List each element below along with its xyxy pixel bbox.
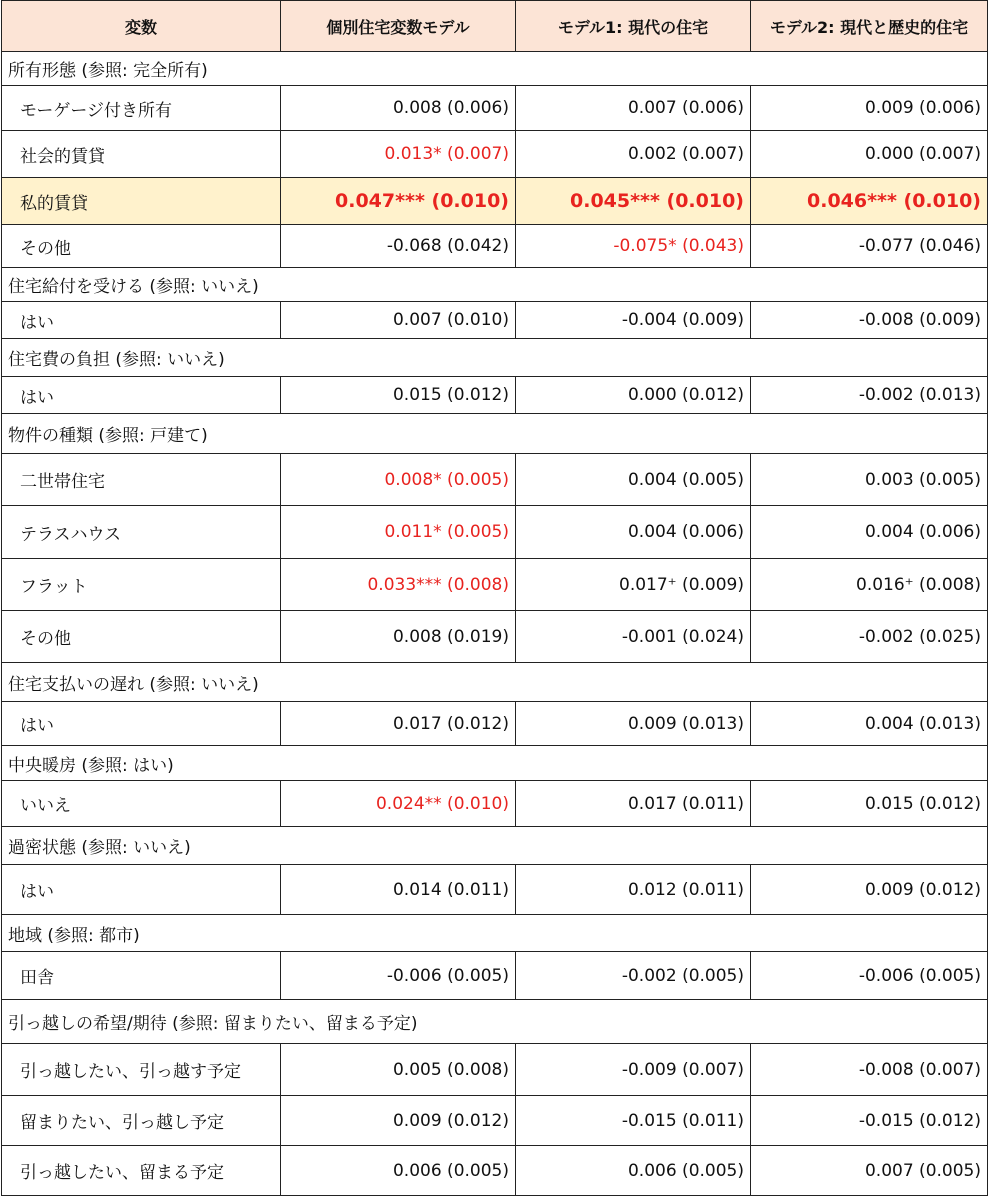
group-label: 過密状態 (参照: いいえ) <box>2 827 988 865</box>
cell-individual: 0.008 (0.006) <box>281 86 516 131</box>
table-row <box>2 86 988 131</box>
cell-model-2: 0.007 (0.005) <box>751 1146 988 1196</box>
cell-model-2: 0.016⁺ (0.008) <box>751 559 988 611</box>
table-row <box>2 225 988 268</box>
group-label: 地域 (参照: 都市) <box>2 915 988 952</box>
row-label: はい <box>2 865 281 915</box>
cell-individual: 0.014 (0.011) <box>281 865 516 915</box>
cell-model-1: -0.015 (0.011) <box>516 1096 751 1146</box>
table-row <box>2 454 988 506</box>
table-row <box>2 377 988 414</box>
cell-model-2: 0.009 (0.012) <box>751 865 988 915</box>
table-row-highlighted <box>2 178 988 225</box>
cell-model-2: 0.003 (0.005) <box>751 454 988 506</box>
cell-model-2: 0.046*** (0.010) <box>751 178 988 225</box>
cell-individual: 0.017 (0.012) <box>281 702 516 746</box>
header-model-1: モデル1: 現代の住宅 <box>516 1 751 52</box>
group-row <box>2 268 988 302</box>
row-label: 留まりたい、引っ越し予定 <box>2 1096 281 1146</box>
cell-model-1: 0.004 (0.006) <box>516 506 751 559</box>
header-model-2: モデル2: 現代と歴史的住宅 <box>751 1 988 52</box>
row-label: はい <box>2 302 281 339</box>
table-row <box>2 865 988 915</box>
table-row <box>2 559 988 611</box>
cell-model-1: -0.004 (0.009) <box>516 302 751 339</box>
cell-model-2: -0.015 (0.012) <box>751 1096 988 1146</box>
row-label: 二世帯住宅 <box>2 454 281 506</box>
table-row <box>2 611 988 663</box>
group-label: 住宅給付を受ける (参照: いいえ) <box>2 268 988 302</box>
group-label: 所有形態 (参照: 完全所有) <box>2 52 988 86</box>
cell-model-1: -0.075* (0.043) <box>516 225 751 268</box>
cell-model-2: 0.009 (0.006) <box>751 86 988 131</box>
table-row <box>2 952 988 1000</box>
table-row <box>2 131 988 178</box>
cell-individual: 0.008* (0.005) <box>281 454 516 506</box>
row-label: テラスハウス <box>2 506 281 559</box>
cell-model-2: -0.077 (0.046) <box>751 225 988 268</box>
cell-model-1: 0.002 (0.007) <box>516 131 751 178</box>
cell-individual: 0.013* (0.007) <box>281 131 516 178</box>
cell-model-1: 0.009 (0.013) <box>516 702 751 746</box>
cell-model-1: 0.017⁺ (0.009) <box>516 559 751 611</box>
row-label: モーゲージ付き所有 <box>2 86 281 131</box>
cell-individual: 0.015 (0.012) <box>281 377 516 414</box>
table-row <box>2 302 988 339</box>
cell-model-1: -0.002 (0.005) <box>516 952 751 1000</box>
cell-model-2: -0.002 (0.013) <box>751 377 988 414</box>
table-row <box>2 1146 988 1196</box>
cell-model-2: -0.006 (0.005) <box>751 952 988 1000</box>
group-row <box>2 339 988 377</box>
row-label: 引っ越したい、引っ越す予定 <box>2 1044 281 1096</box>
row-label: 引っ越したい、留まる予定 <box>2 1146 281 1196</box>
cell-model-2: -0.002 (0.025) <box>751 611 988 663</box>
cell-individual: 0.047*** (0.010) <box>281 178 516 225</box>
cell-model-1: 0.007 (0.006) <box>516 86 751 131</box>
row-label: その他 <box>2 225 281 268</box>
group-label: 住宅支払いの遅れ (参照: いいえ) <box>2 663 988 702</box>
cell-individual: 0.006 (0.005) <box>281 1146 516 1196</box>
row-label: 社会的賃貸 <box>2 131 281 178</box>
table-row <box>2 702 988 746</box>
cell-individual: 0.009 (0.012) <box>281 1096 516 1146</box>
group-row <box>2 746 988 781</box>
cell-individual: -0.068 (0.042) <box>281 225 516 268</box>
group-row <box>2 414 988 454</box>
cell-model-1: 0.012 (0.011) <box>516 865 751 915</box>
cell-model-2: 0.000 (0.007) <box>751 131 988 178</box>
cell-individual: -0.006 (0.005) <box>281 952 516 1000</box>
header-variable: 変数 <box>2 1 281 52</box>
cell-individual: 0.005 (0.008) <box>281 1044 516 1096</box>
group-row <box>2 52 988 86</box>
group-row <box>2 1000 988 1044</box>
table-row <box>2 1096 988 1146</box>
table-row <box>2 506 988 559</box>
regression-table <box>1 0 988 1196</box>
cell-model-1: 0.017 (0.011) <box>516 781 751 827</box>
group-label: 物件の種類 (参照: 戸建て) <box>2 414 988 454</box>
cell-individual: 0.011* (0.005) <box>281 506 516 559</box>
cell-model-1: 0.006 (0.005) <box>516 1146 751 1196</box>
row-label: 田舎 <box>2 952 281 1000</box>
table-row <box>2 1044 988 1096</box>
group-row <box>2 663 988 702</box>
row-label: はい <box>2 702 281 746</box>
group-row <box>2 827 988 865</box>
group-label: 中央暖房 (参照: はい) <box>2 746 988 781</box>
row-label: いいえ <box>2 781 281 827</box>
cell-individual: 0.033*** (0.008) <box>281 559 516 611</box>
cell-model-1: 0.000 (0.012) <box>516 377 751 414</box>
cell-model-2: 0.004 (0.013) <box>751 702 988 746</box>
cell-model-2: -0.008 (0.007) <box>751 1044 988 1096</box>
group-label: 引っ越しの希望/期待 (参照: 留まりたい、留まる予定) <box>2 1000 988 1044</box>
row-label: フラット <box>2 559 281 611</box>
header-individual-model: 個別住宅変数モデル <box>281 1 516 52</box>
cell-model-2: 0.004 (0.006) <box>751 506 988 559</box>
table-row <box>2 781 988 827</box>
row-label: 私的賃貸 <box>2 178 281 225</box>
cell-individual: 0.024** (0.010) <box>281 781 516 827</box>
cell-model-2: -0.008 (0.009) <box>751 302 988 339</box>
cell-individual: 0.008 (0.019) <box>281 611 516 663</box>
cell-individual: 0.007 (0.010) <box>281 302 516 339</box>
cell-model-2: 0.015 (0.012) <box>751 781 988 827</box>
cell-model-1: 0.004 (0.005) <box>516 454 751 506</box>
cell-model-1: -0.009 (0.007) <box>516 1044 751 1096</box>
cell-model-1: 0.045*** (0.010) <box>516 178 751 225</box>
group-label: 住宅費の負担 (参照: いいえ) <box>2 339 988 377</box>
cell-model-1: -0.001 (0.024) <box>516 611 751 663</box>
row-label: その他 <box>2 611 281 663</box>
group-row <box>2 915 988 952</box>
header-row <box>2 1 988 52</box>
row-label: はい <box>2 377 281 414</box>
